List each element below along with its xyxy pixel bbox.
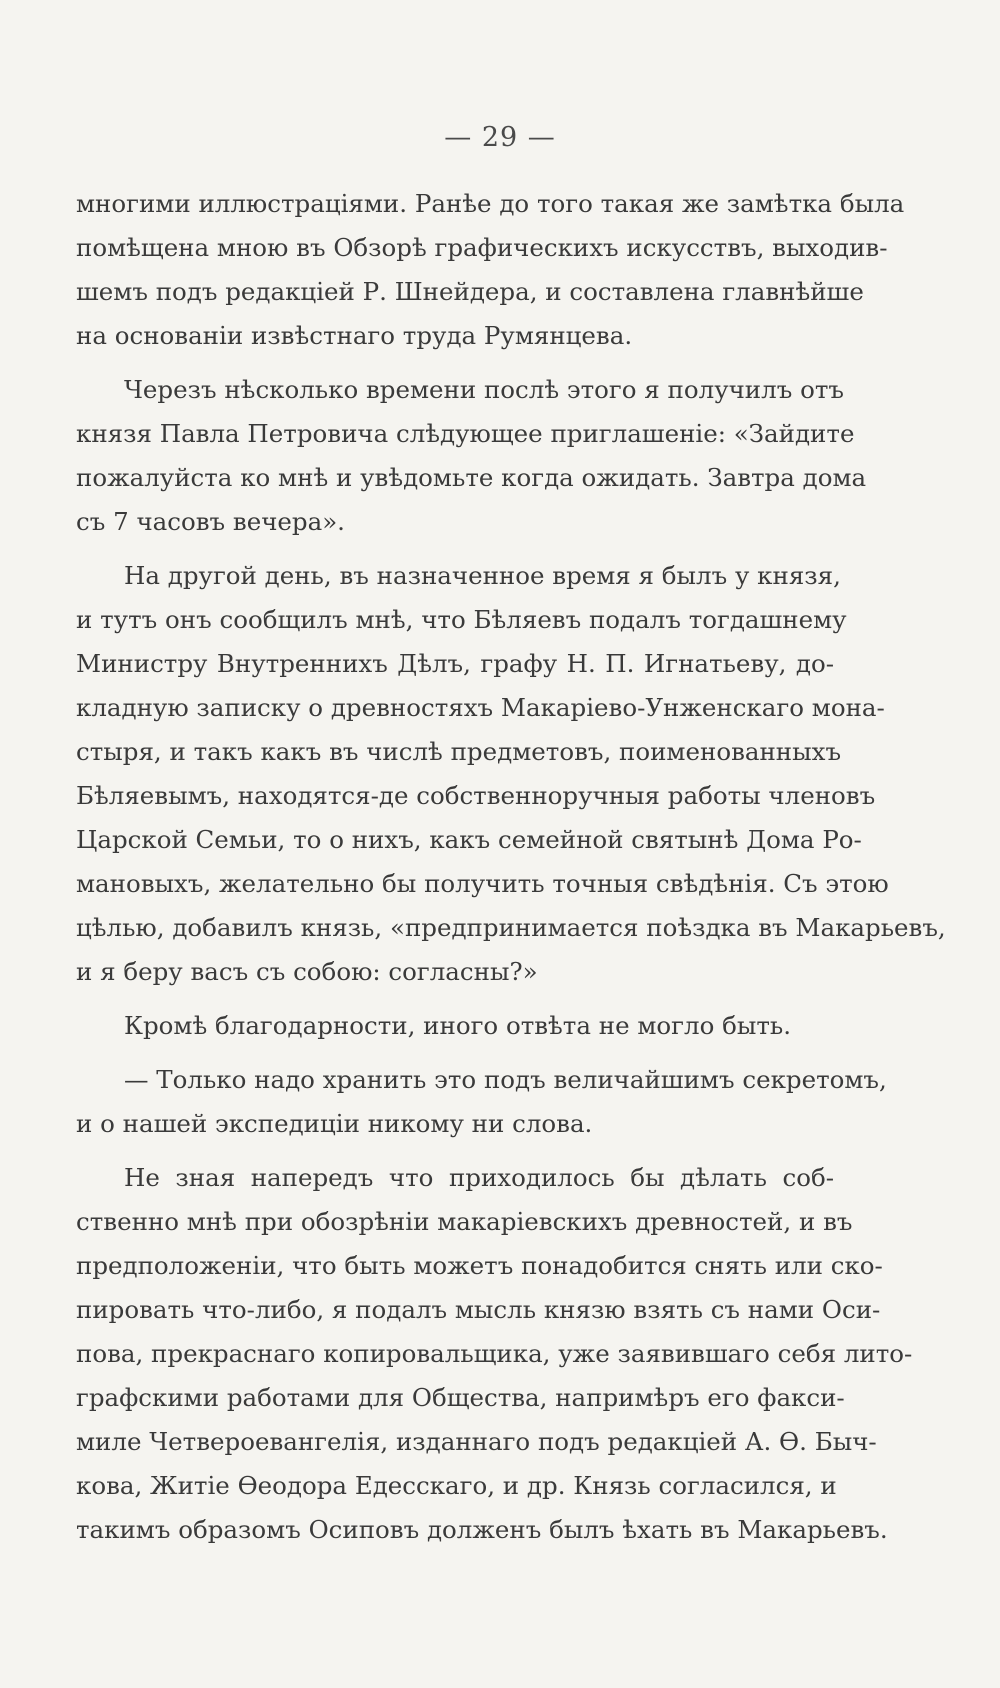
text-line: многими иллюстраціями. Ранѣе до того такая же замѣтка была xyxy=(76,189,905,218)
paragraph-gap xyxy=(76,1048,834,1058)
text-line: стыря, и такъ какъ въ числѣ предметовъ, поименованныхъ xyxy=(76,737,842,766)
text-line: и я беру васъ съ собою: согласны?» xyxy=(76,957,538,986)
text-line: пожалуйста ко мнѣ и увѣдомьте когда ожидать. Завтра дома xyxy=(76,463,867,492)
text-line: ственно мнѣ при обозрѣніи макаріевскихъ древностей, и въ xyxy=(76,1207,853,1236)
text-line: князя Павла Петровича слѣдующее приглашеніе: «Зайдите xyxy=(76,419,855,448)
text-line: цѣлью, добавилъ князь, «предпринимается поѣздка въ Макарьевъ, xyxy=(76,913,946,942)
text-line: Бѣляевымъ, находятся-де собственноручныя работы членовъ xyxy=(76,781,876,810)
text-line: миле Четвероевангелія, изданнаго подъ редакціей А. Ѳ. Быч- xyxy=(76,1427,877,1456)
text-line: мановыхъ, желательно бы получить точныя свѣдѣнія. Съ этою xyxy=(76,869,889,898)
text-line: такимъ образомъ Осиповъ долженъ былъ ѣхать въ Макарьевъ. xyxy=(76,1515,888,1544)
paragraph xyxy=(76,554,946,994)
text-line: Кромѣ благодарности, иного отвѣта не могло быть. xyxy=(124,1011,792,1040)
paragraph xyxy=(76,1156,913,1552)
paragraph-gap xyxy=(76,1146,834,1156)
text-line: съ 7 часовъ вечера». xyxy=(76,507,345,536)
body-text xyxy=(76,182,946,1552)
paragraph-gap xyxy=(76,544,834,554)
text-line: графскими работами для Общества, напримѣръ его факси- xyxy=(76,1383,845,1412)
paragraph xyxy=(76,1058,887,1146)
text-line: Черезъ нѣсколько времени послѣ этого я получилъ отъ xyxy=(124,375,844,404)
paragraph-gap xyxy=(76,358,834,368)
page-number: — 29 — xyxy=(444,122,556,153)
text-line: На другой день, въ назначенное время я былъ у князя, xyxy=(124,561,841,590)
text-line: кова, Житіе Ѳеодора Едесскаго, и др. Князь согласился, и xyxy=(76,1471,837,1500)
text-line: Министру Внутреннихъ Дѣлъ, графу Н. П. Игнатьеву, до- xyxy=(76,649,834,678)
text-line: кладную записку о древностяхъ Макаріево-Унженскаго мона- xyxy=(76,693,885,722)
text-line: Не зная напередъ что приходилось бы дѣлать соб- xyxy=(124,1163,834,1192)
paragraph-gap xyxy=(76,994,834,1004)
text-line: на основаніи извѣстнаго труда Румянцева. xyxy=(76,321,633,350)
paragraph xyxy=(76,368,867,544)
text-line: предположеніи, что быть можетъ понадобится снять или ско- xyxy=(76,1251,883,1280)
text-line: помѣщена мною въ Обзорѣ графическихъ искусствъ, выходив- xyxy=(76,233,888,262)
text-line: пировать что-либо, я подалъ мысль князю взять съ нами Оси- xyxy=(76,1295,881,1324)
paragraph xyxy=(76,1004,834,1048)
text-line: и тутъ онъ сообщилъ мнѣ, что Бѣляевъ подалъ тогдашнему xyxy=(76,605,847,634)
paragraph xyxy=(76,182,905,358)
text-line: — Только надо хранить это подъ величайшимъ секретомъ, xyxy=(124,1065,887,1094)
text-line: и о нашей экспедиціи никому ни слова. xyxy=(76,1109,593,1138)
text-line: Царской Семьи, то о нихъ, какъ семейной святынѣ Дома Ро- xyxy=(76,825,862,854)
text-line: шемъ подъ редакціей Р. Шнейдера, и составлена главнѣйше xyxy=(76,277,864,306)
text-line: пова, прекраснаго копировальщика, уже заявившаго себя лито- xyxy=(76,1339,913,1368)
